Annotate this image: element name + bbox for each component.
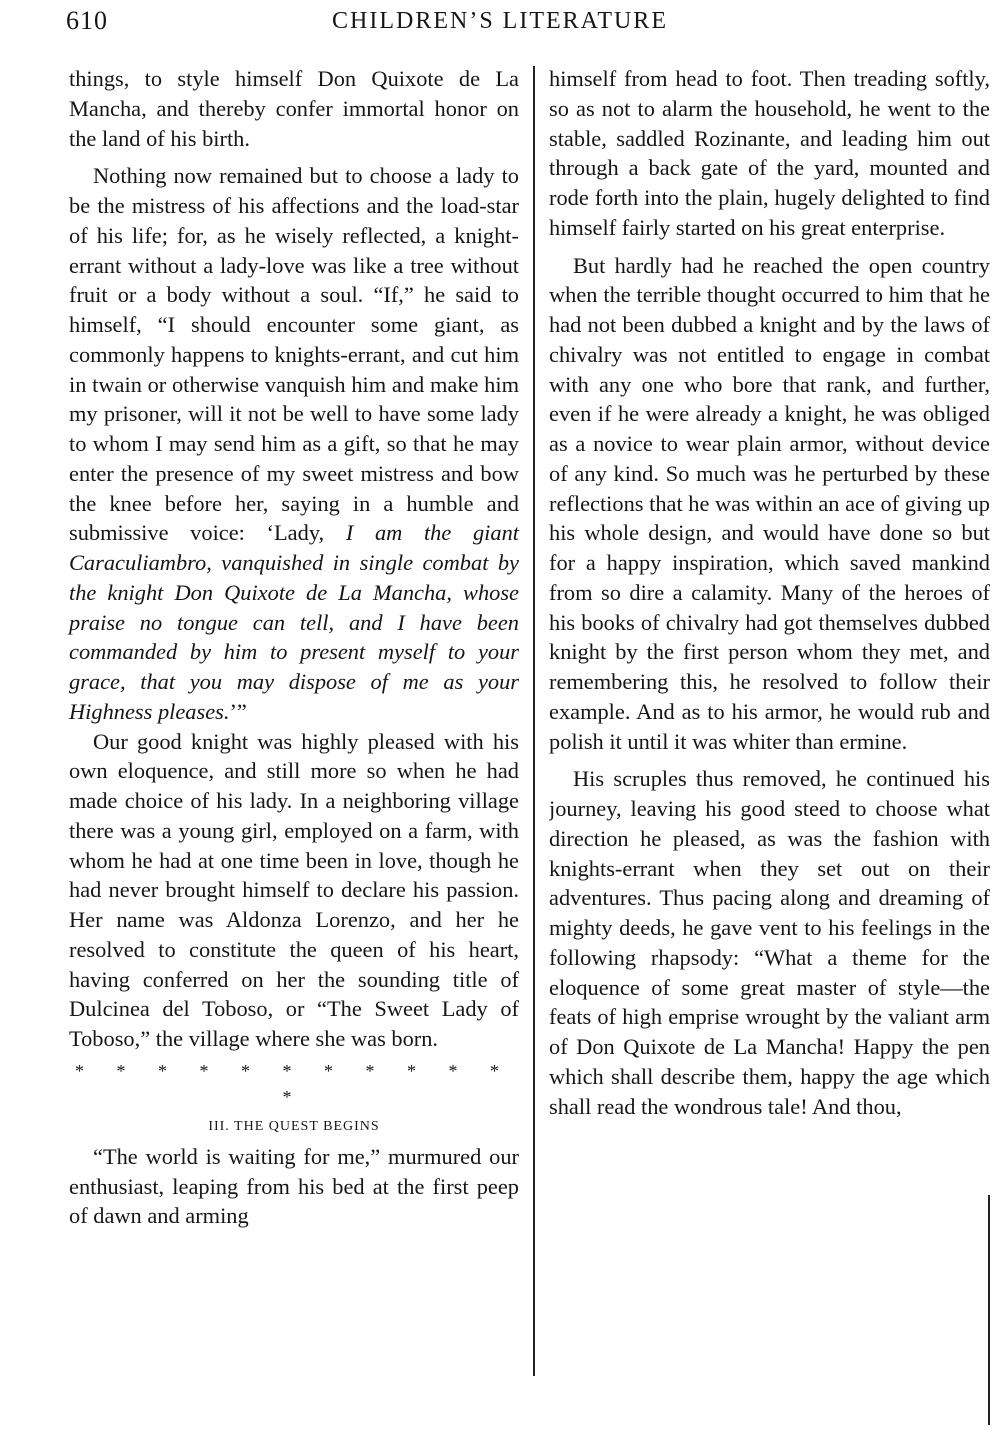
paragraph: himself from head to foot. Then treading softly, so as not to alarm the household, he went to the stable, saddled Rozinante, and leading him out through a back gate of the yard, mounted and rode forth into the plain, hugely delighted to find himself fairly started on his great enterprise. bbox=[549, 66, 990, 240]
italic-quote: I am the giant Caraculiambro, vanquished in single combat by the knight Don Quixote de La Mancha, whose praise no tongue can tell, and I have been commanded by him to present myself to your grace, that you may dispose of me as your Highness pleases. bbox=[69, 520, 520, 724]
left-column bbox=[69, 64, 519, 1231]
page-edge-line bbox=[988, 1195, 990, 1425]
paragraph bbox=[69, 161, 519, 726]
closing-quote: ’” bbox=[229, 698, 247, 724]
paragraph: His scruples thus removed, he continued his journey, leaving his good steed to choose what direction he pleased, as was the fashion with knights-errant when they set out on their adventures. Thus pacing along and dreaming of mighty deeds, he gave vent to his feelings in the following rhapsody: “What a theme for the eloquence of some great master of style—the feats of high emprise wrought by the valiant arm of Don Quixote de La Mancha! Happy the pen which shall describe them, happy the age which shall read the wondrous tale! And thou, bbox=[549, 766, 990, 1119]
paragraph-text: Nothing now remained but to choose a lady to be the mistress of his affections and the load-star of his life; for, as he wisely reflected, a knight-errant without a lady-love was like a tree without fruit or a body without a soul. “If,” he said to himself, “I should encounter some giant, as commonly happens to knights-errant, and cut him in twain or otherwise vanquish him and make him my prisoner, will it not be well to have some lady to whom I may send him as a gift, so that he may enter the presence of my sweet mistress and bow the knee before her, saying in a humble and submissive voice: ‘Lady, bbox=[69, 163, 519, 546]
paragraph: things, to style himself Don Quixote de La Mancha, and thereby confer immortal honor on the land of his birth. bbox=[69, 66, 519, 151]
page-number: 610 bbox=[66, 6, 108, 35]
section-heading: III. THE QUEST BEGINS bbox=[208, 1118, 380, 1134]
paragraph: But hardly had he reached the open country when the terrible thought occurred to him that he had not been dubbed a knight and by the laws of chivalry was not entitled to engage in combat with any one who bore that rank, and further, even if he were already a knight, he was obliged as a novice to wear plain armor, without device of any kind. So much was he perturbed by these reflections that he was within an ace of giving up his whole design, and would have done so but for a happy inspiration, which saved mankind from so dire a calamity. Many of the heroes of his books of chivalry had got themselves dubbed knight by the first person whom they met, and remembering this, he resolved to follow their example. And as to his armor, he would rub and polish it until it was whiter than ermine. bbox=[549, 252, 990, 754]
section-separator: * * * * * * * * * * * * bbox=[75, 1060, 513, 1107]
column-divider bbox=[533, 66, 535, 1376]
paragraph: Our good knight was highly pleased with his own eloquence, and still more so when he had made choice of his lady. In a neighboring village there was a young girl, employed on a farm, with whom he had at one time been in love, though he had never brought himself to declare his passion. Her name was Aldonza Lorenzo, and her he resolved to constitute the queen of his heart, having conferred on her the sounding title of Dulcinea del Toboso, or “The Sweet Lady of Toboso,” the village where she was born. bbox=[69, 728, 519, 1051]
running-head: CHILDREN’S LITERATURE bbox=[332, 8, 668, 34]
right-column bbox=[549, 64, 990, 1121]
paragraph: “The world is waiting for me,” murmured our enthusiast, leaping from his bed at the first peep of dawn and arming bbox=[69, 1143, 519, 1229]
